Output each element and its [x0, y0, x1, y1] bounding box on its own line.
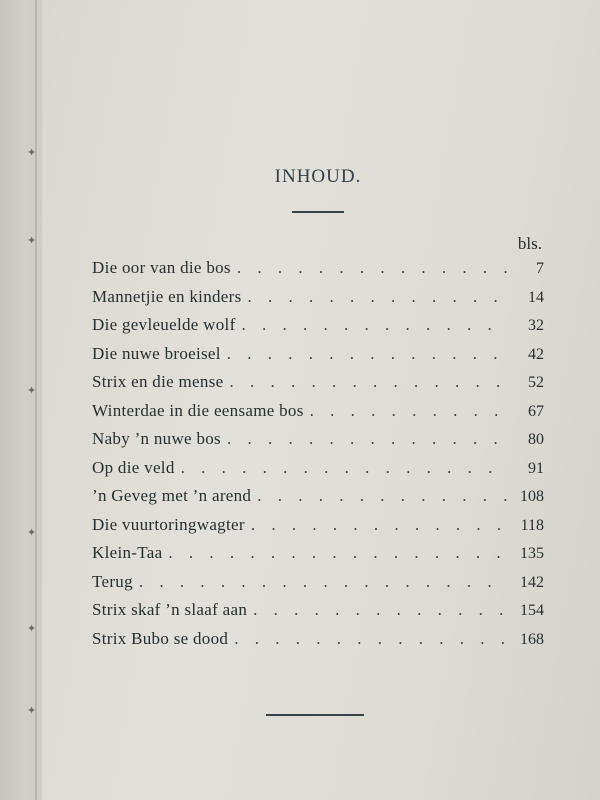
toc-entry-title: Strix Bubo se dood	[92, 628, 229, 648]
toc-entry-title: Die vuurtoringwagter	[92, 514, 245, 534]
toc-entry	[92, 458, 544, 487]
toc-entry-page: 154	[520, 602, 544, 619]
dot-leader	[237, 258, 508, 278]
toc-entry	[92, 515, 544, 544]
stitch-mark-icon: ✦	[27, 704, 37, 717]
toc-entry	[92, 486, 544, 515]
dot-leader	[227, 429, 508, 449]
toc-entry-page: 91	[528, 459, 544, 477]
toc-entry-title: Die oor van die bos	[92, 258, 231, 277]
page-column-header: bls.	[517, 234, 542, 253]
dot-leader	[229, 372, 508, 392]
toc-entry-title: Mannetjie en kinders	[92, 286, 242, 306]
toc-entry-title: Strix en die mense	[92, 372, 224, 391]
toc-entry-page: 80	[528, 431, 544, 448]
toc-entry	[92, 543, 544, 572]
spine-fold	[35, 0, 37, 800]
toc-entry	[92, 315, 544, 344]
toc-entry-title: Die nuwe broeisel	[92, 343, 221, 363]
toc-entry-title: Naby ’n nuwe bos	[92, 429, 221, 448]
toc-entry	[92, 572, 544, 601]
toc-entry	[92, 372, 544, 401]
toc-entry-title: Winterdae in die eensame bos	[92, 400, 304, 420]
toc-entry	[92, 600, 544, 629]
dot-leader	[242, 315, 508, 335]
toc-entry	[92, 401, 544, 430]
toc-entry-page: 67	[528, 402, 544, 420]
toc-entry-page: 7	[536, 260, 544, 277]
stitch-mark-icon: ✦	[27, 622, 37, 635]
dot-leader	[168, 543, 508, 563]
toc-entry-title: Strix skaf ’n slaaf aan	[92, 600, 248, 619]
toc-entry	[92, 344, 544, 373]
toc-entry	[92, 258, 544, 287]
stitch-mark-icon: ✦	[27, 384, 37, 397]
dot-leader	[310, 401, 508, 421]
toc-entry-page: 118	[520, 516, 544, 534]
stitch-mark-icon: ✦	[27, 234, 37, 247]
end-divider	[266, 714, 364, 716]
dot-leader	[234, 629, 508, 649]
stitch-mark-icon: ✦	[27, 526, 37, 539]
toc-entry-page: 142	[520, 573, 544, 591]
toc-entry-title: Op die veld	[92, 457, 175, 477]
toc-entry-page: 14	[528, 288, 544, 306]
page-title: INHOUD.	[274, 166, 362, 187]
toc-entry-title: Klein-Taa	[92, 543, 163, 562]
dot-leader	[248, 287, 508, 307]
toc-entry-title: ’n Geveg met ’n arend	[92, 486, 252, 505]
toc-entry	[92, 287, 544, 316]
dot-leader	[251, 515, 508, 535]
dot-leader	[227, 344, 508, 364]
dot-leader	[181, 458, 508, 478]
toc-entry-title: Terug	[92, 571, 133, 591]
dot-leader	[139, 572, 508, 592]
toc-entry-page: 32	[528, 317, 544, 334]
title-divider	[292, 211, 344, 213]
dot-leader	[257, 486, 508, 506]
toc-entry	[92, 429, 544, 458]
toc-entry-page: 42	[528, 345, 544, 363]
toc-entry-page: 52	[528, 374, 544, 391]
toc-entry-page: 108	[520, 488, 544, 505]
toc-entry-page: 135	[520, 545, 544, 562]
toc-entry-page: 168	[520, 630, 544, 648]
dot-leader	[253, 600, 508, 620]
table-of-contents	[92, 258, 544, 657]
toc-entry-title: Die gevleuelde wolf	[92, 315, 236, 334]
toc-entry	[92, 629, 544, 658]
stitch-mark-icon: ✦	[27, 146, 37, 159]
